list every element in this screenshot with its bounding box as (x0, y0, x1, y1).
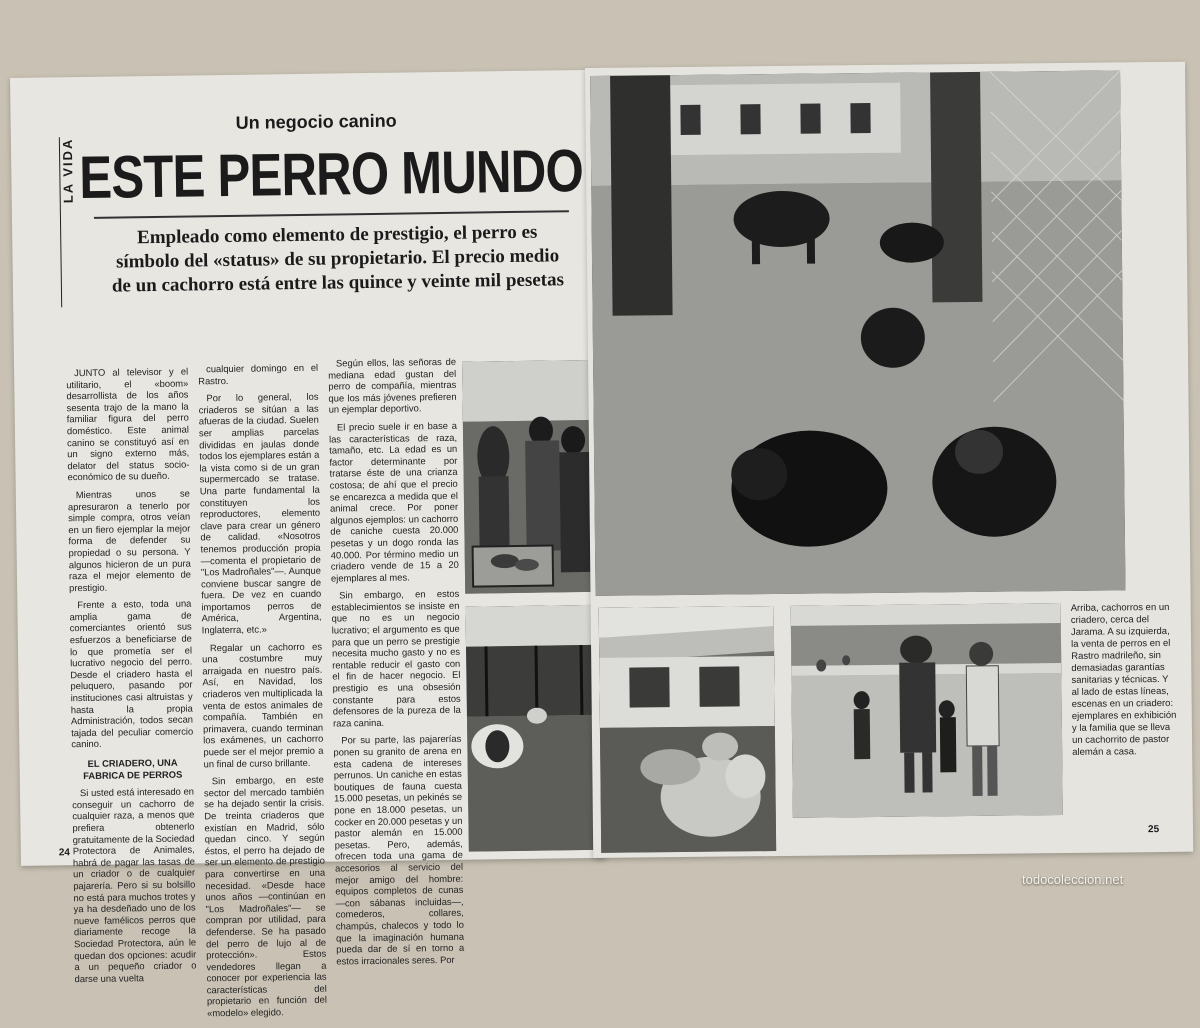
photo-rastro-market (462, 360, 600, 594)
photo-kennel-collies (599, 606, 777, 853)
headline: ESTE PERRO MUNDO (78, 137, 584, 212)
text-column-1 (66, 366, 197, 991)
paragraph: Sin embargo, en estos establecimientos se insiste en que no es un negocio lucrativo; el argumento es que para que un perro se prestigie necesita mucho gasto y no es rentable reducir el gasto con el fin de hacer negocio. El prestigio es una obsesión constante para estos defensores de la pureza de la raza canina. (331, 588, 461, 729)
paragraph: cualquier domingo en el Rastro. (198, 361, 319, 386)
headline-rule (94, 210, 569, 219)
paragraph: JUNTO al televisor y el utilitario, el «boom» desarrollista de los años sesenta trajo de la mano la familiar figura del perro doméstico. Este animal canino se constituyó así en un signo externo más, delator del status socio-económico de su dueño. (66, 365, 190, 483)
section-tag: LA VIDA (59, 137, 88, 307)
paragraph: Si usted está interesado en conseguir un cachorro de cualquier raza, a menos que prefiera obtenerlo gratuitamente de la Sociedad Protectora de Animales, habrá de pagar las tasas de un criador o de cualquier pajarería. Pero si su bolsillo no está para muchos trotes y ya ha desdeñado uno de los nueve famélicos perros que diariamente recoge la Sociedad Protectora, aún le quedan dos opciones: acudir a un pequeño criador o darse una vuelta (72, 785, 197, 984)
photo-family-with-puppy (791, 603, 1063, 818)
deck: Empleado como elemento de prestigio, el perro es símbolo del «status» de su propietario. El precio medio de un cachorro está entre las quince y veinte mil pesetas (111, 221, 565, 297)
page-number-left: 24 (58, 847, 71, 859)
paragraph: Por lo general, los criaderos se sitúan a las afueras de la ciudad. Suelen ser amplias parcelas divididas en jaulas donde todos los ejemplares están a la vista como si de un gran supermercado se tratase. Una parte fundamental la constituyen los reproductores, elemento clave para crear un género de calidad. «Nosotros tenemos producción propia —comenta el propietario de "Los Madroñales"—. Aunque conviene buscar sangre de fuera. De vez en cuando importamos perros de América, Argentina, Inglaterra, etc.» (198, 390, 322, 636)
photo-caption: Arriba, cachorros en un criadero, cerca del Jarama. A su izquierda, la venta de perros en el Rastro madrileño, sin demasiadas garantías sanitarias y técnicas. Y al lado de estas líneas, escenas en un criadero: ejemplares en exhibición y la familia que se lleva un cachorrito de pastor alemán a casa. (1070, 601, 1177, 758)
watermark: todocoleccion.net (1022, 872, 1124, 887)
text-column-3 (328, 356, 465, 973)
subhead: EL CRIADERO, UNA FABRICA DE PERROS (83, 756, 183, 781)
paragraph: Mientras unos se apresuraron a tenerlo por simple compra, otros veían en un fiero ejemplar la mejor forma de defender su propiedad o su persona. Y algunos hicieron de un pura raza el mejor elemento de prestigio. (67, 487, 192, 593)
paragraph: Según ellos, las señoras de mediana edad gustan del perro de compañía, mientras que los más jóvenes prefieren un ejemplar deportivo. (328, 355, 457, 415)
photo-puppies-kennel (590, 70, 1125, 596)
text-column-2 (198, 362, 327, 1025)
right-page (585, 62, 1193, 858)
page-number-right: 25 (1147, 824, 1160, 836)
photo-kennel-collie-left (465, 605, 603, 852)
paragraph: Frente a esto, toda una amplia gama de comerciantes orientó sus esfuerzos a beneficiarse de lo que prometía ser el lucrativo negocio del perro. Desde el criadero hasta el peluquero, pasando por instituciones casi altruistas y hasta la propia Administración, todos secan tajada del peculiar comercio canino. (69, 597, 194, 750)
paragraph: El precio suele ir en base a las características de raza, tamaño, etc. La edad es un factor determinante por tratarse éste de una crianza costosa; de ahí que el precio se encarezca a medida que el animal crece. Por poner algunos ejemplos: un cachorro de caniche cuesta 20.000 pesetas y un dogo ronda las 40.000. Por término medio un criadero vende de 15 a 20 ejemplares al mes. (328, 419, 459, 584)
left-page (10, 70, 606, 1019)
paragraph: Por su parte, las pajarerías ponen su granito de arena en esta cadena de intereses perrunos. Un caniche en estas boutiques de fauna cuesta 15.000 pesetas, un pekinés se pone en 18.000 pesetas, un cocker en 20.000 pesetas y un pastor alemán en 15.000 pesetas. Pero, además, ofrecen toda una gama de accesorios al servicio del mejor amigo del hombre: equipos completos de cunas —con sábanas incluidas—, comederos, collares, champús, chalecos y todo lo que la imaginación humana pueda dar de sí en torno a estos irracionales seres. Por (333, 733, 465, 967)
paragraph: Sin embargo, en este sector del mercado también se ha dejado sentir la crisis. De treinta criaderos que existían en Madrid, sólo quedan cinco. Y según éstos, el perro ha dejado de ser un elemento de prestigio para convertirse en una necesidad. «Desde hace unos años —continúan en "Los Madroñales"— se compran por utilidad, para defenderse. Se ha pasado del perro de lujo al de protección». Estos vendedores llegan a conocer por experiencia las características del propietario en función del «modelo» elegido. (203, 773, 327, 1019)
kicker: Un negocio canino (235, 110, 397, 133)
paragraph: Regalar un cachorro es una costumbre muy arraigada en nuestro país. Así, en Navidad, los criaderos ven multiplicada la venta de estos animales de compañía. También en primavera, cuando terminan los exámenes, un cachorro puede ser el mejor premio a un final de curso brillante. (202, 640, 324, 769)
